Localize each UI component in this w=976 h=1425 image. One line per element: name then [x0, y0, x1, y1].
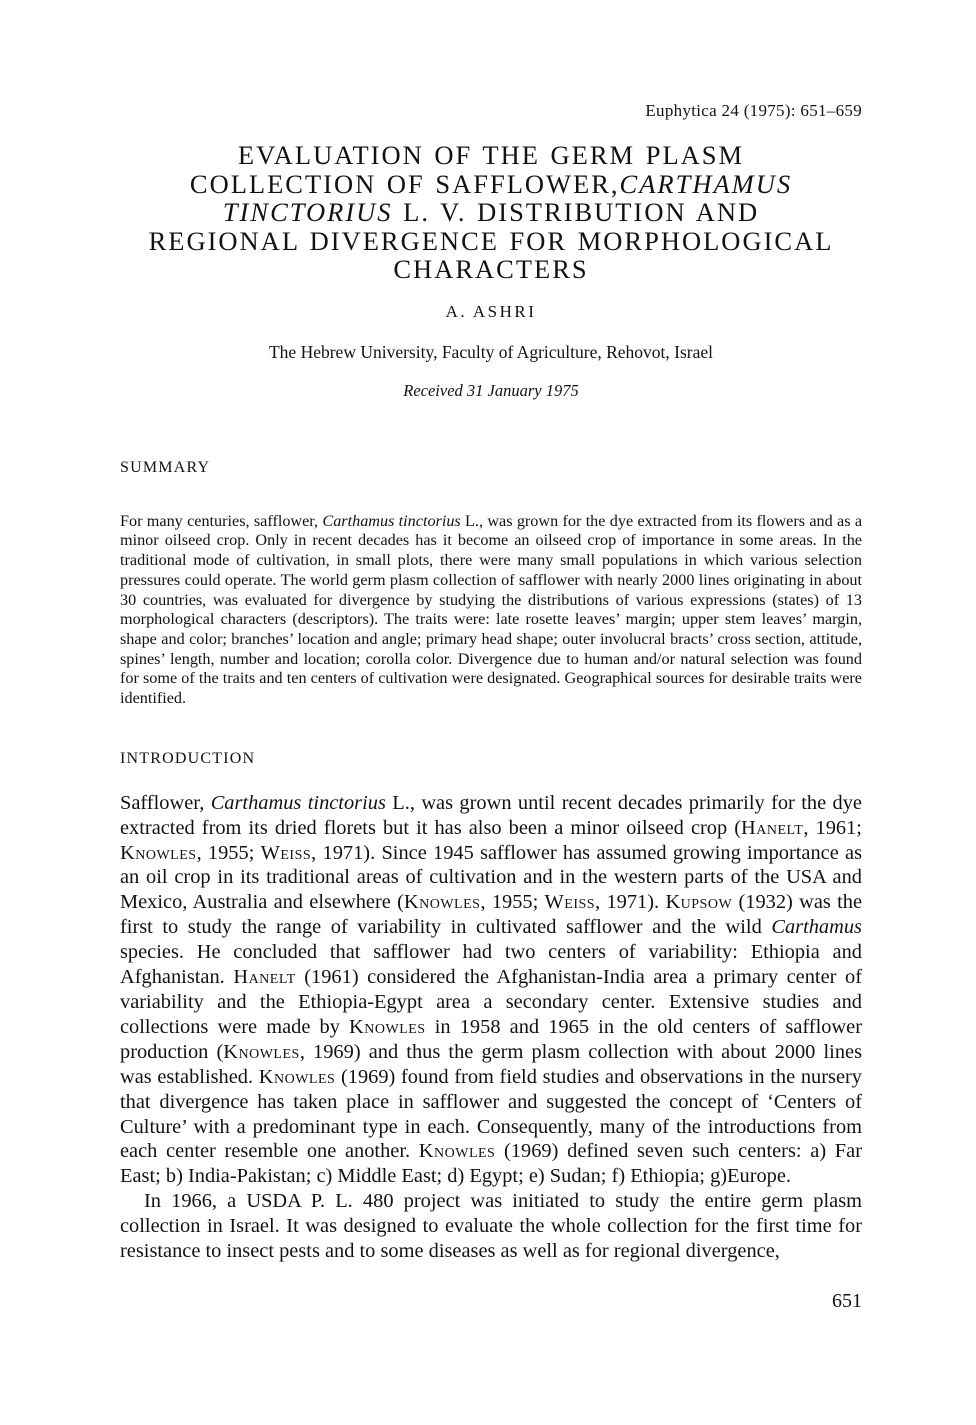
summary-paragraph: For many centuries, safflower, Carthamus tinctorius L., was grown for the dye extracted from its flowers and as a minor oilseed crop. Only in recent decades has it become an oilseed crop of importance in some areas. In the traditional mode of cultivation, in small plots, there were many small populations in which various selection pressures could operate. The world germ plasm collection of safflower with nearly 2000 lines originating in about 30 countries, was evaluated for divergence by studying the distributions of various expressions (states) of 13 morphological characters (descriptors). The traits were: late rosette leaves’ margin; upper stem leaves’ margin, shape and color; branches’ location and angle; primary head shape; outer involucral bracts’ cross section, attitude, spines’ length, number and location; corolla color. Divergence due to human and/or natural selection was found for some of the traits and ten centers of cultivation were designated. Geographical sources for desirable traits were identified. — [120, 511, 862, 708]
journal-reference: Euphytica 24 (1975): 651–659 — [645, 101, 862, 120]
affiliation: The Hebrew University, Faculty of Agriculture, Rehovot, Israel — [268, 341, 714, 362]
introduction-paragraph-2: In 1966, a USDA P. L. 480 project was initiated to study the entire germ plasm collection in Israel. It was designed to evaluate the whole collection for the first time for resistance to insect pests and to some diseases as well as for regional divergence, — [120, 1190, 862, 1263]
received-date: Received 31 January 1975 — [403, 380, 579, 400]
introduction-paragraph-1: Safflower, Carthamus tinctorius L., was grown until recent decades primarily for the dye extracted from its dried florets but it has also been a minor oilseed crop (Hanelt, 1961; Knowles, 1955; Weiss, 1971). Since 1945 safflower has assumed growing importance as an oil crop in its traditional areas of cultivation and in the western parts of the USA and Mexico, Australia and elsewhere (Knowles, 1955; Weiss, 1971). Kupsow (1932) was the first to study the range of variability in cultivated safflower and the wild Carthamus species. He concluded that safflower had two centers of variability: Ethiopia and Afghanistan. Hanelt (1961) considered the Afghanistan-India area a primary center of variability and the Ethiopia-Egypt area a secondary center. Extensive studies and collections were made by Knowles in 1958 and 1965 in the old centers of safflower production (Knowles, 1969) and thus the germ plasm collection with about 2000 lines was established. Knowles (1969) found from field studies and observations in the nursery that divergence has taken place in safflower and suggested the concept of ‘Centers of Culture’ with a predominant type in each. Consequently, many of the introductions from each center resemble one another. Knowles (1969) defined seven such centers: a) Far East; b) India-Pakistan; c) Middle East; d) Egypt; e) Sudan; f) Ethiopia; g)Europe. — [120, 791, 863, 1188]
page-content — [120, 0, 862, 1264]
page-number: 651 — [832, 1290, 862, 1312]
summary-heading: SUMMARY — [120, 458, 211, 476]
author-name: A. ASHRI — [445, 301, 537, 321]
introduction-heading: INTRODUCTION — [120, 749, 256, 767]
paper-title: EVALUATION OF THE GERM PLASM COLLECTION OF SAFFLOWER,CARTHAMUS TINCTORIUS L. V. DISTRIBUTION AND REGIONAL DIVERGENCE FOR MORPHOLOGICAL CHARACTERS — [148, 140, 834, 285]
